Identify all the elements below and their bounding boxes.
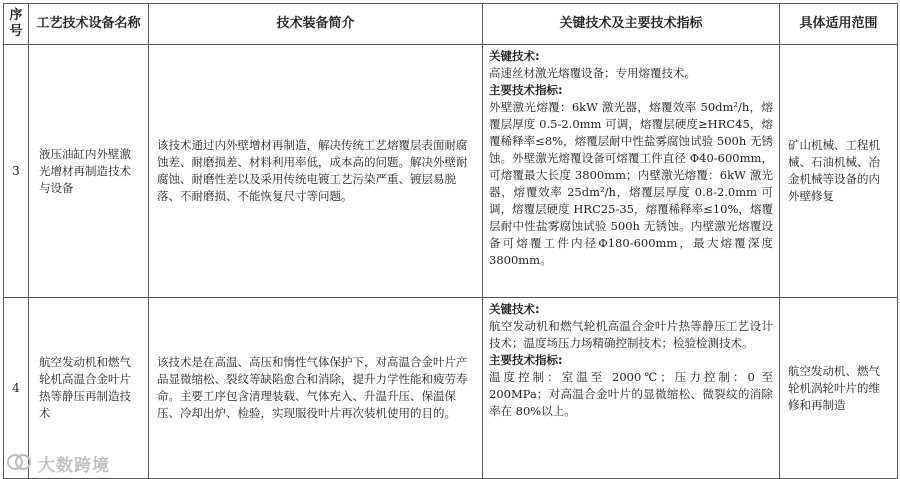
index-text: 外壁激光熔覆：6kW 激光器，熔覆效率 50dm²/h，熔覆层厚度 0.5-2.0mm 可调，熔覆层硬度≥HRC45，熔覆稀释率≤8%，熔覆层耐中性盐雾腐蚀试验 500h 无锈蚀。外壁激光熔覆设备可熔覆工件直径 Φ40-600mm，可熔覆最大长度 3800mm；内壁激光熔覆：6kW 激光器，熔覆效率 25dm²/h，熔覆层厚度 0.8-2.0mm 可调，熔覆层硬度 HRC25-35，熔覆稀释率≤10%，熔覆层耐中性盐雾腐蚀试验 500h 无锈蚀。内壁激光熔覆设备可熔覆工件内径Φ180-600mm，最大熔覆深度 3800mm。 <box>489 100 773 267</box>
index-text: 温度控制：室温至 2000℃；压力控制：0 至 200MPa；对高温合金叶片的显微缩松、微裂纹的消除率在 80%以上。 <box>489 370 773 418</box>
row-desc: 该技术是在高温、高压和惰性气体保护下，对高温合金叶片产品显微缩松、裂纹等缺陷愈合和消除，提升力学性能和疲劳寿命。主要工序包含清理装载、气体充入、升温升压、保温保压、冷却出炉、检验，实现服役叶片再次装机使用的目的。 <box>149 298 483 479</box>
technology-table <box>3 3 898 479</box>
key-label: 关键技术: <box>489 49 540 63</box>
index-label: 主要技术指标: <box>489 83 563 97</box>
row-name: 液压油缸内外壁激光增材再制造技术与设备 <box>29 45 149 298</box>
row-key-tech <box>483 298 780 479</box>
header-name: 工艺技术设备名称 <box>29 4 149 45</box>
key-label: 关键技术: <box>489 302 540 316</box>
key-text: 航空发动机和燃气轮机高温合金叶片热等静压工艺设计技术；温度场压力场精确控制技术；检验检测技术。 <box>489 319 773 350</box>
row-scope: 航空发动机、燃气轮机涡轮叶片的维修和再制造 <box>780 298 898 479</box>
header-row <box>4 4 898 45</box>
row-key-tech <box>483 45 780 298</box>
row-seq: 4 <box>4 298 29 479</box>
row-desc: 该技术通过内外壁增材再制造，解决传统工艺熔覆层表面耐腐蚀差、耐磨损差、材料利用率低，成本高的问题。解决外壁耐腐蚀、耐磨性差以及采用传统电镀工艺污染严重、镀层易脱落、不耐磨损、不能恢复尺寸等问题。 <box>149 45 483 298</box>
row-scope: 矿山机械、工程机械、石油机械、冶金机械等设备的内外壁修复 <box>780 45 898 298</box>
header-scope: 具体适用范围 <box>780 4 898 45</box>
index-label: 主要技术指标: <box>489 353 563 367</box>
key-text: 高速丝材激光熔覆设备；专用熔覆技术。 <box>489 66 696 80</box>
watermark <box>6 450 131 474</box>
row-seq: 3 <box>4 45 29 298</box>
table-row <box>4 45 898 298</box>
header-key: 关键技术及主要技术指标 <box>483 4 780 45</box>
row-name: 航空发动机和燃气轮机高温合金叶片热等静压再制造技术 <box>29 298 149 479</box>
header-desc: 技术装备简介 <box>149 4 483 45</box>
watermark-text: 大数跨境 <box>38 456 110 476</box>
header-seq: 序号 <box>4 4 29 45</box>
table-row <box>4 298 898 479</box>
logo-icon <box>6 452 32 472</box>
